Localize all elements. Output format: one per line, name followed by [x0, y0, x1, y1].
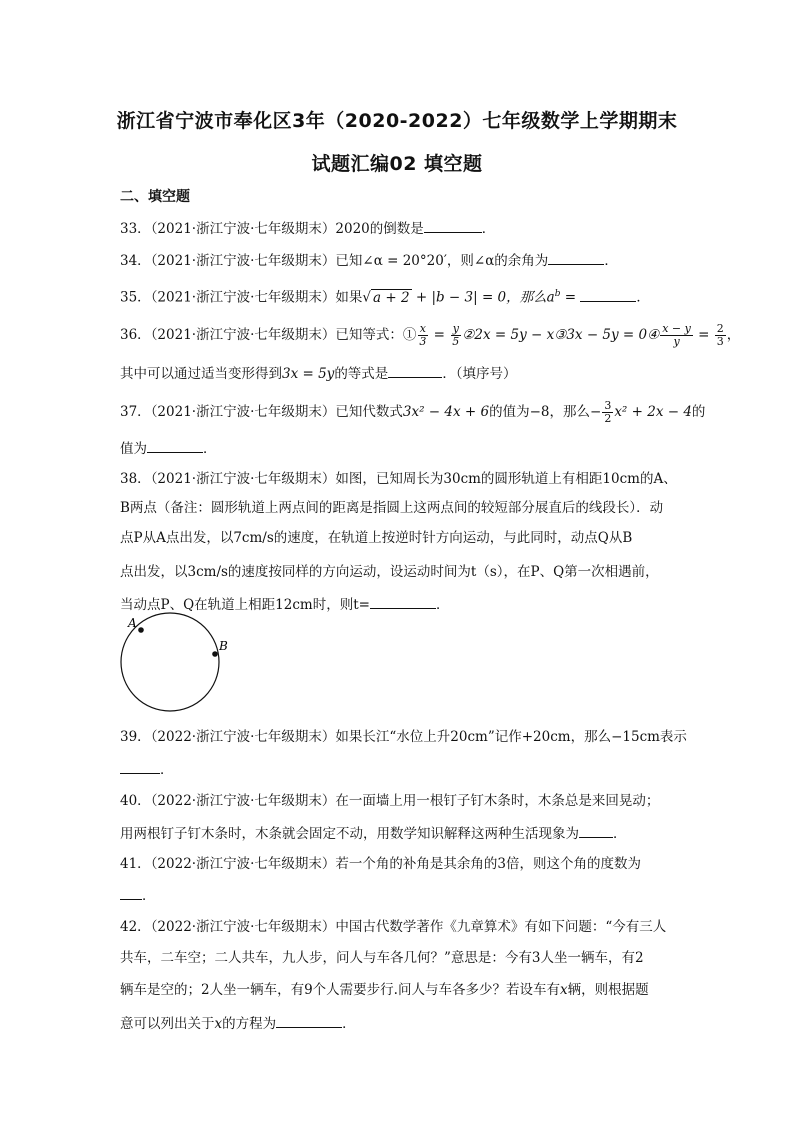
variable: x: [214, 1016, 223, 1032]
question-39-line2: [120, 759, 724, 779]
question-text: 当动点P、Q在轨道上相距12cm时，则t=: [120, 597, 370, 613]
fraction: [660, 323, 693, 348]
answer-blank: [424, 218, 482, 233]
question-number: 41．: [120, 856, 151, 872]
question-text: 在一面墙上用一根钉子钉木条时，木条总是来回晃动；: [335, 793, 660, 809]
math-expression: 3x² − 4x + 6: [402, 404, 490, 420]
question-number: 36．: [120, 327, 151, 343]
answer-blank: [388, 363, 442, 378]
question-38-line2: B两点（备注：圆形轨道上两点间的距离是指圆上这两点间的较短部分展直后的线段长）．动: [120, 500, 664, 516]
question-text: 的方程为: [222, 1016, 277, 1032]
question-number: 38．: [120, 471, 151, 487]
math-expression: x² + 2x − 4: [614, 404, 692, 420]
label-b: B: [219, 639, 228, 653]
point-b: [212, 651, 218, 657]
question-source: （2021·浙江宁波·七年级期末）: [150, 253, 336, 269]
question-text: 值为: [120, 441, 147, 457]
variable: x: [559, 982, 568, 998]
question-36-line2: [120, 363, 724, 383]
question-text: 的等式是: [334, 366, 389, 382]
exponent: b: [554, 289, 561, 299]
question-text: 辆车是空的；2人坐一辆车，有9个人需要步行.问人与车各多少？若设车有: [120, 982, 560, 998]
punct: ．: [481, 221, 496, 237]
question-text: 如果: [335, 289, 363, 306]
question-text: 意可以列出关于: [120, 1016, 215, 1032]
punct: ．: [636, 289, 650, 306]
numerator: x: [419, 322, 426, 335]
fraction: [715, 323, 726, 348]
question-number: 40．: [120, 793, 151, 809]
question-34: [120, 250, 724, 270]
punct: ．: [160, 762, 174, 778]
doc-title-line2: 试题汇编02 填空题: [311, 153, 483, 175]
question-source: （2021·浙江宁波·七年级期末）: [150, 221, 336, 237]
question-source: （2021·浙江宁波·七年级期末）: [150, 404, 336, 420]
denominator: 3: [419, 335, 427, 348]
point-a: [138, 627, 144, 633]
question-42: [120, 918, 724, 936]
answer-blank: [579, 823, 613, 838]
question-text: 其中可以通过适当变形得到: [120, 366, 282, 382]
question-text: 如图，已知周长为30cm的圆形轨道上有相距10cm的A、: [335, 471, 677, 487]
question-text: 如果长江“水位上升20cm”记作+20cm，那么−15cm表示: [335, 729, 687, 745]
question-38-line4: 点出发，以3cm/s的速度按同样的方向运动，设运动时间为t（s），在P、Q第一次相遇前，: [120, 564, 659, 580]
equals: =: [429, 327, 450, 343]
answer-blank: [276, 1013, 342, 1028]
answer-blank: [370, 594, 436, 609]
question-33: [120, 218, 724, 238]
denominator: 2: [604, 412, 612, 425]
punct: ．: [203, 441, 217, 457]
question-41: [120, 855, 724, 873]
question-37: [120, 398, 724, 426]
question-42-line4: [120, 1013, 724, 1033]
question-source: （2022·浙江宁波·七年级期末）: [150, 793, 336, 809]
punct: ．: [435, 597, 450, 613]
doc-title-line1: 浙江省宁波市奉化区3年（2020-2022）七年级数学上学期期末: [116, 110, 678, 132]
numerator: x − y: [662, 322, 691, 335]
question-source: （2022·浙江宁波·七年级期末）: [150, 919, 336, 935]
question-text: + |b − 3| = 0，那么a: [411, 289, 555, 306]
answer-blank: [147, 438, 203, 453]
denominator: 5: [452, 335, 460, 348]
punct: ．: [142, 888, 156, 904]
label-a: A: [128, 616, 137, 630]
question-number: 37．: [120, 404, 151, 420]
question-source: （2021·浙江宁波·七年级期末）: [150, 289, 336, 306]
question-text: 辆，则根据题: [567, 982, 649, 998]
question-number: 42．: [120, 919, 151, 935]
numerator: 3: [604, 399, 612, 412]
question-source: （2022·浙江宁波·七年级期末）: [150, 729, 336, 745]
question-source: （2021·浙江宁波·七年级期末）: [150, 471, 336, 487]
fraction: [417, 323, 428, 348]
fraction: [450, 323, 461, 348]
question-39: [120, 728, 724, 746]
question-number: 33．: [120, 221, 151, 237]
minus-sign: −: [590, 404, 602, 420]
math-expression: 3x = 5y: [282, 366, 335, 382]
question-text: 2020的倒数是: [335, 221, 424, 237]
question-text: 若一个角的补角是其余角的3倍，则这个角的度数为: [335, 856, 641, 872]
question-text: 已知代数式: [335, 404, 403, 420]
question-text: 的: [691, 404, 706, 420]
question-text: 用两根钉子钉木条时，木条就会固定不动，用数学知识解释这两种生活现象为: [120, 826, 579, 842]
fraction: [602, 400, 613, 425]
punct: ．: [342, 1016, 356, 1032]
question-number: 35．: [120, 289, 151, 306]
question-40-line2: [120, 823, 724, 843]
answer-blank: [120, 885, 142, 900]
denominator: 3: [716, 335, 724, 348]
punct: ．: [613, 826, 627, 842]
question-41-line2: [120, 885, 724, 905]
question-40: [120, 792, 724, 810]
answer-blank: [120, 759, 160, 774]
equation-list: ②2x = 5y − x③3x − 5y = 0④: [462, 327, 660, 343]
question-number: 39．: [120, 729, 151, 745]
question-text: =: [560, 289, 581, 306]
question-35: 35．（2021·浙江宁波·七年级期末）如果√ a + 2 + |b − 3| = 0，那么$a^b$ = ．: [120, 285, 724, 307]
section-heading: 二、填空题: [120, 189, 190, 205]
question-number: 34．: [120, 253, 151, 269]
question-source: （2021·浙江宁波·七年级期末）: [150, 327, 336, 343]
question-36: [120, 321, 741, 349]
question-37-line2: [120, 438, 724, 458]
question-text: ．（填序号）: [442, 366, 517, 382]
answer-blank: [548, 250, 604, 265]
question-42-line2: 共车，二车空；二人共车，九人步，问人与车各几何？”意思是：今有3人坐一辆车，有2: [120, 950, 644, 966]
answer-blank: [580, 287, 636, 302]
circle-track-figure: [110, 610, 240, 712]
sqrt-expression: a + 2: [373, 289, 410, 306]
equals: =: [693, 327, 714, 343]
numerator: 2: [716, 322, 724, 335]
question-38: [120, 470, 724, 488]
question-text: 中国古代数学著作《九章算术》有如下问题：“今有三人: [335, 919, 667, 935]
question-42-line3: [120, 981, 724, 999]
question-text: 的值为−8，那么: [489, 404, 590, 420]
denominator: y: [673, 335, 680, 348]
question-38-line3: 点P从A点出发，以7cm/s的速度，在轨道上按逆时针方向运动，与此同时，动点Q从B: [120, 530, 633, 546]
numerator: y: [452, 322, 459, 335]
question-text: 已知等式：①: [335, 327, 417, 343]
question-source: （2022·浙江宁波·七年级期末）: [150, 856, 336, 872]
punct: ．: [604, 253, 618, 269]
question-text: 已知∠α = 20°20′，则∠α的余角为: [335, 253, 549, 269]
punct: ，: [726, 327, 741, 343]
